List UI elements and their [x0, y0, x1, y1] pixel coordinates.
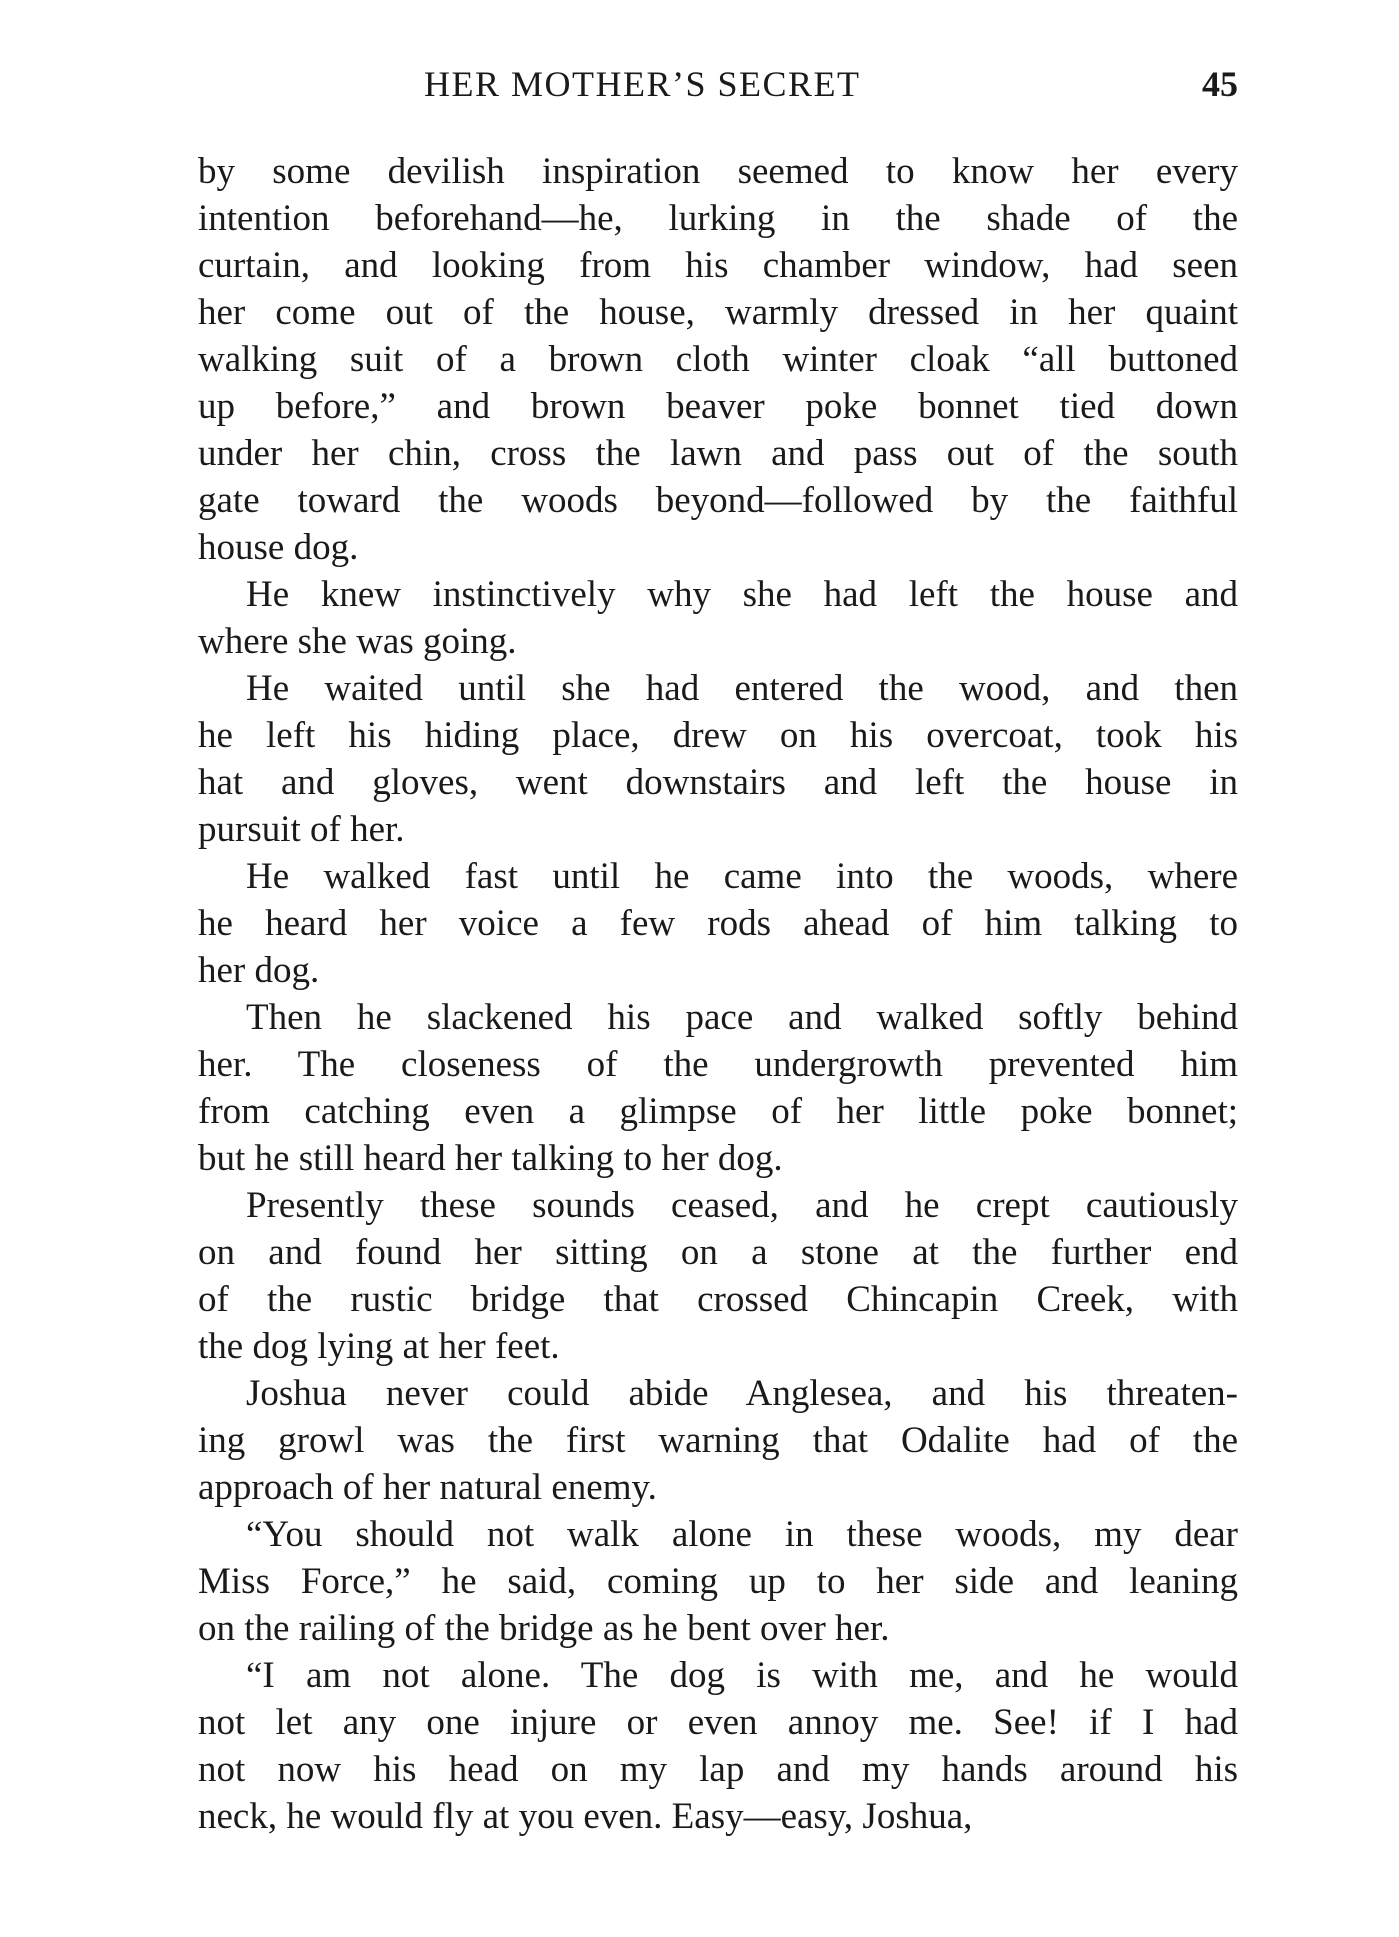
- text-line: pursuit of her.: [198, 809, 405, 850]
- text-line: neck, he would fly at you even. Easy—easy, Joshua,: [198, 1796, 973, 1837]
- text-line: up before,” and brown beaver poke bonnet tied down: [198, 386, 1238, 427]
- text-line: intention beforehand—he, lurking in the shade of the: [198, 198, 1238, 239]
- text-line: but he still heard her talking to her dog.: [198, 1138, 783, 1179]
- text-line: He walked fast until he came into the woods, where: [246, 856, 1238, 897]
- text-line: her. The closeness of the undergrowth prevented him: [198, 1044, 1238, 1085]
- paragraph: [198, 1182, 1238, 1370]
- text-line: hat and gloves, went downstairs and left the house in: [198, 762, 1238, 803]
- text-line: Joshua never could abide Anglesea, and his threaten-: [246, 1373, 1238, 1414]
- body-text: [198, 148, 1238, 1840]
- text-line: the dog lying at her feet.: [198, 1326, 560, 1367]
- text-line: Miss Force,” he said, coming up to her side and leaning: [198, 1561, 1238, 1602]
- text-line: He knew instinctively why she had left the house and: [246, 574, 1238, 615]
- text-line: on and found her sitting on a stone at the further end: [198, 1232, 1238, 1273]
- text-line: not now his head on my lap and my hands around his: [198, 1749, 1238, 1790]
- text-line: he heard her voice a few rods ahead of him talking to: [198, 903, 1238, 944]
- paragraph: [198, 571, 1238, 665]
- text-line: her dog.: [198, 950, 320, 991]
- text-line: Then he slackened his pace and walked softly behind: [246, 997, 1238, 1038]
- text-line: under her chin, cross the lawn and pass out of the south: [198, 433, 1238, 474]
- paragraph: [198, 1511, 1238, 1652]
- page-number: 45: [1202, 64, 1238, 104]
- text-line: approach of her natural enemy.: [198, 1467, 657, 1508]
- text-line: where she was going.: [198, 621, 517, 662]
- paragraph: [198, 994, 1238, 1182]
- text-line: walking suit of a brown cloth winter cloak “all buttoned: [198, 339, 1238, 380]
- text-line: curtain, and looking from his chamber window, had seen: [198, 245, 1238, 286]
- paragraph: [198, 853, 1238, 994]
- running-title: HER MOTHER’S SECRET: [424, 64, 861, 104]
- text-line: her come out of the house, warmly dressed in her quaint: [198, 292, 1238, 333]
- text-line: he left his hiding place, drew on his overcoat, took his: [198, 715, 1238, 756]
- text-line: of the rustic bridge that crossed Chincapin Creek, with: [198, 1279, 1238, 1320]
- text-line: by some devilish inspiration seemed to know her every: [198, 151, 1238, 192]
- text-line: ing growl was the first warning that Odalite had of the: [198, 1420, 1238, 1461]
- text-line: house dog.: [198, 527, 359, 568]
- paragraph: [198, 148, 1238, 571]
- text-line: “You should not walk alone in these woods, my dear: [246, 1514, 1238, 1555]
- text-line: gate toward the woods beyond—followed by the faithful: [198, 480, 1238, 521]
- text-line: Presently these sounds ceased, and he crept cautiously: [246, 1185, 1238, 1226]
- text-line: on the railing of the bridge as he bent over her.: [198, 1608, 890, 1649]
- text-line: “I am not alone. The dog is with me, and he would: [246, 1655, 1238, 1696]
- text-line: He waited until she had entered the wood, and then: [246, 668, 1238, 709]
- running-head: [198, 62, 1238, 112]
- text-line: not let any one injure or even annoy me. See! if I had: [198, 1702, 1238, 1743]
- paragraph: [198, 665, 1238, 853]
- paragraph: [198, 1370, 1238, 1511]
- paragraph: [198, 1652, 1238, 1840]
- text-line: from catching even a glimpse of her little poke bonnet;: [198, 1091, 1238, 1132]
